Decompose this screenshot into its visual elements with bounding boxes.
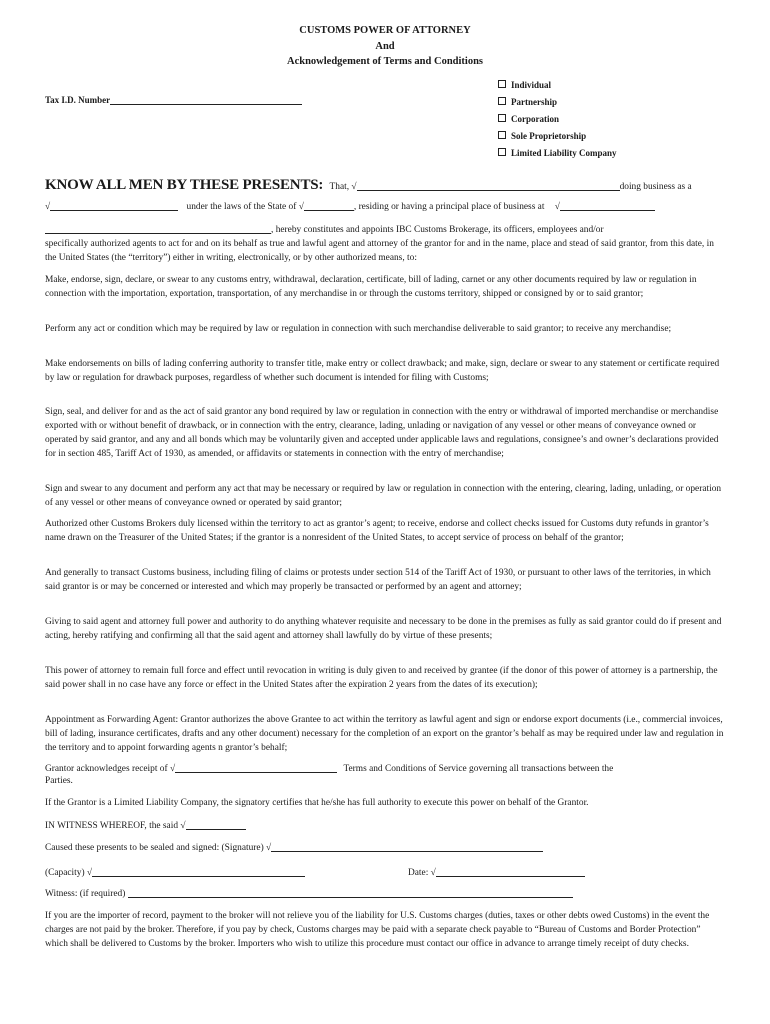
checkbox-sole-proprietorship[interactable]: Sole Proprietorship: [498, 128, 617, 145]
under-laws-label: under the laws of the State of: [186, 202, 297, 212]
checkbox-partnership[interactable]: Partnership: [498, 94, 617, 111]
tax-id-row: [45, 94, 302, 105]
ack-prefix: Grantor acknowledges receipt of √: [45, 764, 176, 774]
checkbox-icon[interactable]: [498, 131, 506, 139]
witness-whereof-label: IN WITNESS WHEREOF, the said √: [45, 821, 186, 831]
paragraph-revocation: This power of attorney to remain full force and effect until revocation in writing is duly given to and received by grantee (if the donor of this power of attorney is a partnership, the said power shall in no case have any force or effect in the United States after the expiration 2 years from the dates of its execution);: [45, 666, 718, 690]
signature-row: [45, 841, 543, 853]
address-field-1[interactable]: [560, 200, 655, 211]
witness-field[interactable]: [128, 887, 573, 898]
witness-row: [45, 887, 573, 899]
check-mark-4: √: [554, 202, 560, 212]
ack-row: [45, 762, 613, 774]
paragraph-bond: Sign, seal, and deliver for and as the act of said grantor any bond required by law or regulation in connection with the entry or withdrawal of imported merchandise or merchandise exported with or without benefit of drawback, or in connection with the entry, clearance, lading, unlading or navigation of any vessel or other means of conveyance owned or operated by said grantor, and any and all bonds which may be voluntarily given and accepted under applicable laws and regulations, consignee’s and owner’s declarations provided for in section 485, Tariff Act of 1930, as amended, or affidavits or statements in connection with the entry of merchandise;: [45, 407, 719, 459]
check-mark-3: √: [298, 202, 304, 212]
business-type-field[interactable]: [50, 200, 178, 211]
check-mark-1: √: [351, 182, 357, 192]
paragraph-forwarding: Appointment as Forwarding Agent: Grantor authorizes the above Grantee to act within the territory as lawful agent and sign or endorse export documents (i.e., commercial invoices, bill of lading, insurance certificates, drafts and any other document) necessary for the completion of an export on the grantor’s behalf as may be required under law and regulation in the territory and to appoint forwarding agents n grantor’s behalf;: [45, 715, 724, 753]
paragraph-entry: Make, endorse, sign, declare, or swear to any customs entry, withdrawal, declaration, certificate, bill of lading, carnet or any other documents required by law or regulation in connection with the importation, exportation, transportation, of any merchandise in or through the customs territory, shipped or consigned by or to said grantor;: [45, 275, 697, 299]
that-label: That,: [329, 182, 350, 192]
importer-notice: If you are the importer of record, payment to the broker will not relieve you of the liability for U.S. Customs charges (duties, taxes or other debts owed Customs) in the event the charges are not paid by the broker. Therefore, if you pay by check, Customs charges may be paid with a separate check payable to “Bureau of Customs and Border Protection” which shall be delivered to Customs by the broker. Importers who wish to utilize this procedure must contact our office in advance to arrange timely receipt of duty checks.: [45, 911, 710, 949]
date-row: [408, 866, 585, 878]
know-all-row: [45, 177, 692, 194]
witness-label: Witness: (if required): [45, 889, 126, 899]
tax-id-field[interactable]: [110, 94, 302, 105]
paragraph-authority: Giving to said agent and attorney full power and authority to do anything whatever requisite and necessary to be done in the premises as fully as said grantor could do if present and acting, hereby ratifying and confirming all that the said agent and attorney shall lawfully do by virtue of these presents;: [45, 617, 722, 641]
state-row: [45, 200, 655, 212]
ack-suffix: Terms and Conditions of Service governing all transactions between the: [343, 764, 614, 774]
appoints-suffix: , hereby constitutes and appoints IBC Customs Brokerage, its officers, employees and/or: [271, 225, 604, 235]
address-row: [45, 223, 604, 235]
signature-label: Caused these presents to be sealed and signed: (Signature) √: [45, 843, 272, 853]
doing-business-label: doing business as a: [619, 182, 692, 192]
paragraph-endorsements: Make endorsements on bills of lading conferring authority to transfer title, make entry or collect drawback; and make, sign, declare or swear to any statement or certificate required by law or regulation for drawback purposes, regardless of whether such document is intended for filing with Customs;: [45, 359, 720, 383]
document-subtitle: Acknowledgement of Terms and Conditions: [286, 56, 484, 67]
checkbox-llc[interactable]: Limited Liability Company: [498, 145, 617, 162]
checkbox-icon[interactable]: [498, 148, 506, 156]
date-field[interactable]: [436, 866, 585, 877]
checkbox-icon[interactable]: [498, 114, 506, 122]
document-title: CUSTOMS POWER OF ATTORNEY: [299, 25, 471, 36]
ack-field[interactable]: [175, 762, 337, 773]
residing-label: , residing or having a principal place of business at: [353, 202, 545, 212]
paragraph-perform: Perform any act or condition which may be required by law or regulation in connection with such merchandise deliverable to said grantor; to receive any merchandise;: [45, 324, 672, 334]
appoints-text: specifically authorized agents to act for and on its behalf as true and lawful agent and attorney of the grantor for and in the name, place and stead of said grantor, from this date, in the United States (the “territory”) either in writing, electronically, or by other authorized means, to:: [45, 239, 714, 263]
ack-parties: Parties.: [45, 776, 73, 786]
address-field-2[interactable]: [45, 223, 271, 234]
checkbox-icon[interactable]: [498, 80, 506, 88]
capacity-label: (Capacity) √: [45, 868, 93, 878]
entity-type-checkboxes: [498, 77, 617, 162]
checkbox-individual[interactable]: Individual: [498, 77, 617, 94]
check-mark-2: √: [45, 202, 51, 212]
title-and: And: [375, 41, 395, 52]
date-label: Date: √: [408, 868, 436, 878]
paragraph-vessel: Sign and swear to any document and perform any act that may be necessary or required by law or regulation in connection with the entering, clearing, lading, unlading, or operation of any vessel or other means of conveyance owned or operated by said grantor;: [45, 484, 722, 508]
llc-certification: If the Grantor is a Limited Liability Company, the signatory certifies that he/she has full authority to execute this power on behalf of the Grantor.: [45, 798, 589, 808]
witness-whereof-row: [45, 819, 246, 831]
signature-field[interactable]: [271, 841, 543, 852]
grantor-name-field[interactable]: [357, 180, 620, 191]
checkbox-corporation[interactable]: Corporation: [498, 111, 617, 128]
witness-whereof-field[interactable]: [186, 819, 246, 830]
capacity-row: [45, 866, 305, 878]
state-field[interactable]: [304, 200, 354, 211]
capacity-field[interactable]: [92, 866, 305, 877]
checkbox-icon[interactable]: [498, 97, 506, 105]
tax-id-label: Tax I.D. Number: [45, 95, 111, 105]
paragraph-brokers: Authorized other Customs Brokers duly licensed within the territory to act as grantor’s agent; to receive, endorse and collect checks issued for Customs duty refunds in grantor’s name drawn on the Treasurer of the United States; if the grantor is a nonresident of the United States, to accept service of process on behalf of the grantor;: [45, 519, 709, 543]
paragraph-general: And generally to transact Customs business, including filing of claims or protests under section 514 of the Tariff Act of 1930, or pursuant to other laws of the territories, in which said grantor is or may be concerned or interested and which may properly be transacted or performed by an agent and attorney;: [45, 568, 711, 592]
know-all-heading: KNOW ALL MEN BY THESE PRESENTS:: [45, 177, 324, 193]
